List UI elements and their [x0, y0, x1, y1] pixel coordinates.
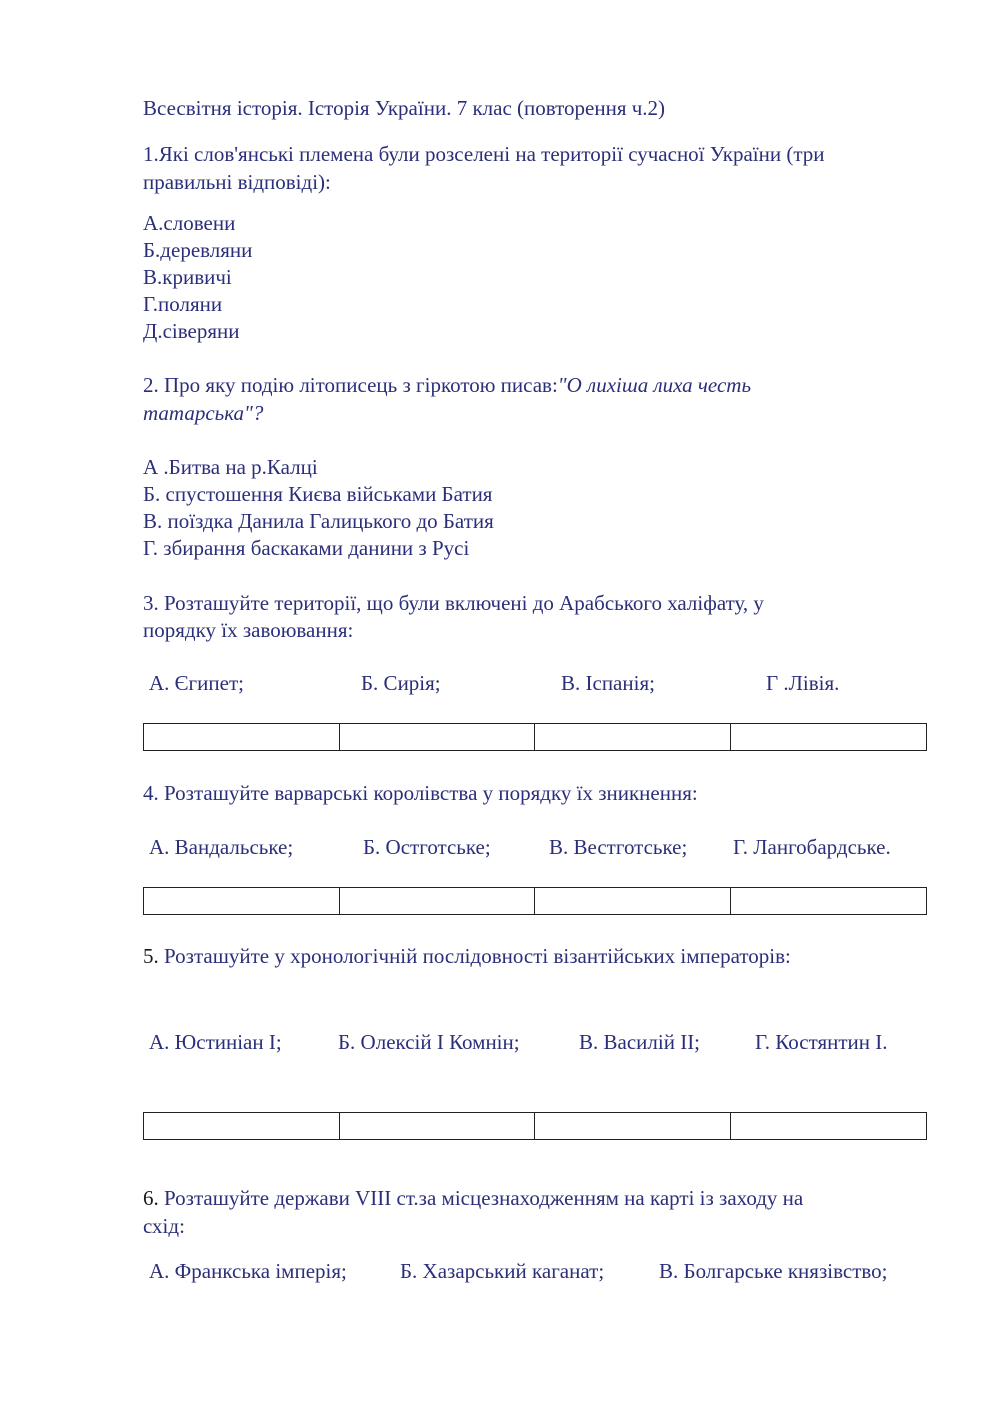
- q1-option-a: А.словени: [143, 211, 236, 235]
- q3-answer-cell-2[interactable]: [340, 724, 536, 750]
- q1-option-c: В.кривичі: [143, 265, 232, 289]
- q3-option-b: Б. Сирія;: [361, 671, 441, 695]
- q4-answer-cell-1[interactable]: [144, 888, 340, 914]
- q6-option-b: Б. Хазарський каганат;: [400, 1259, 605, 1283]
- q1-option-b: Б.деревляни: [143, 238, 253, 262]
- question-2-quote-2: татарська"?: [143, 401, 264, 425]
- q3-answer-cell-4[interactable]: [731, 724, 927, 750]
- q5-answer-grid: [143, 1112, 927, 1140]
- q4-answer-cell-4[interactable]: [731, 888, 927, 914]
- question-3-line-1: 3. Розташуйте території, що були включені до Арабського халіфату, у: [143, 591, 764, 615]
- q5-answer-cell-1[interactable]: [144, 1113, 340, 1139]
- q5-option-d: Г. Костянтин І.: [755, 1030, 888, 1054]
- q4-option-c: В. Вестготське;: [549, 835, 688, 859]
- question-5-line: [143, 943, 791, 970]
- q4-answer-cell-3[interactable]: [535, 888, 731, 914]
- q3-option-a: А. Єгипет;: [149, 671, 244, 695]
- q6-option-a: А. Франкська імперія;: [149, 1259, 347, 1283]
- q2-option-d: Г. збирання баскаками данини з Русі: [143, 536, 470, 560]
- q2-option-a: А .Битва на р.Калці: [143, 455, 318, 479]
- q5-option-b: Б. Олексій І Комнін;: [338, 1030, 520, 1054]
- q4-option-d: Г. Лангобардське.: [733, 835, 891, 859]
- question-2-text: 2. Про яку подію літописець з гіркотою писав:: [143, 373, 558, 397]
- question-2-quote-1: "О лихіша лиха честь: [557, 373, 752, 397]
- page-title: Всесвітня історія. Історія України. 7 клас (повторення ч.2): [143, 96, 666, 120]
- q3-option-d: Г .Лівія.: [766, 671, 840, 695]
- question-5-number: 5.: [143, 944, 159, 968]
- q4-answer-cell-2[interactable]: [340, 888, 536, 914]
- q5-answer-cell-4[interactable]: [731, 1113, 927, 1139]
- q4-option-a: А. Вандальське;: [149, 835, 294, 859]
- q4-answer-grid: [143, 887, 927, 915]
- question-4-text: 4. Розташуйте варварські королівства у порядку їх зникнення:: [143, 781, 698, 805]
- q2-option-b: Б. спустошення Києва військами Батия: [143, 482, 493, 506]
- question-5-text: Розташуйте у хронологічній послідовності візантійських імператорів:: [158, 944, 791, 968]
- q1-option-e: Д.сіверяни: [143, 319, 240, 343]
- q2-option-c: В. поїздка Данила Галицького до Батия: [143, 509, 494, 533]
- question-6-line-2: схід:: [143, 1214, 185, 1238]
- question-6-number: 6.: [143, 1186, 159, 1210]
- q5-option-c: В. Василій ІІ;: [579, 1030, 701, 1054]
- question-2-line-1: [143, 372, 751, 399]
- q5-answer-cell-2[interactable]: [340, 1113, 536, 1139]
- q5-option-a: А. Юстиніан І;: [149, 1030, 282, 1054]
- q3-answer-cell-1[interactable]: [144, 724, 340, 750]
- q4-option-b: Б. Остготське;: [363, 835, 491, 859]
- q3-answer-cell-3[interactable]: [535, 724, 731, 750]
- q3-answer-grid: [143, 723, 927, 751]
- q3-option-c: В. Іспанія;: [561, 671, 655, 695]
- q6-option-c: В. Болгарське князівство;: [659, 1259, 888, 1283]
- question-6-line-1: [143, 1185, 803, 1212]
- question-6-text: Розташуйте держави VIII ст.за місцезнаходженням на карті із заходу на: [158, 1186, 804, 1210]
- question-1-line-2: правильні відповіді):: [143, 170, 331, 194]
- question-1-line-1: 1.Які слов'янські племена були розселені на території сучасної України (три: [143, 142, 825, 166]
- question-3-line-2: порядку їх завоювання:: [143, 618, 354, 642]
- q1-option-d: Г.поляни: [143, 292, 223, 316]
- q5-answer-cell-3[interactable]: [535, 1113, 731, 1139]
